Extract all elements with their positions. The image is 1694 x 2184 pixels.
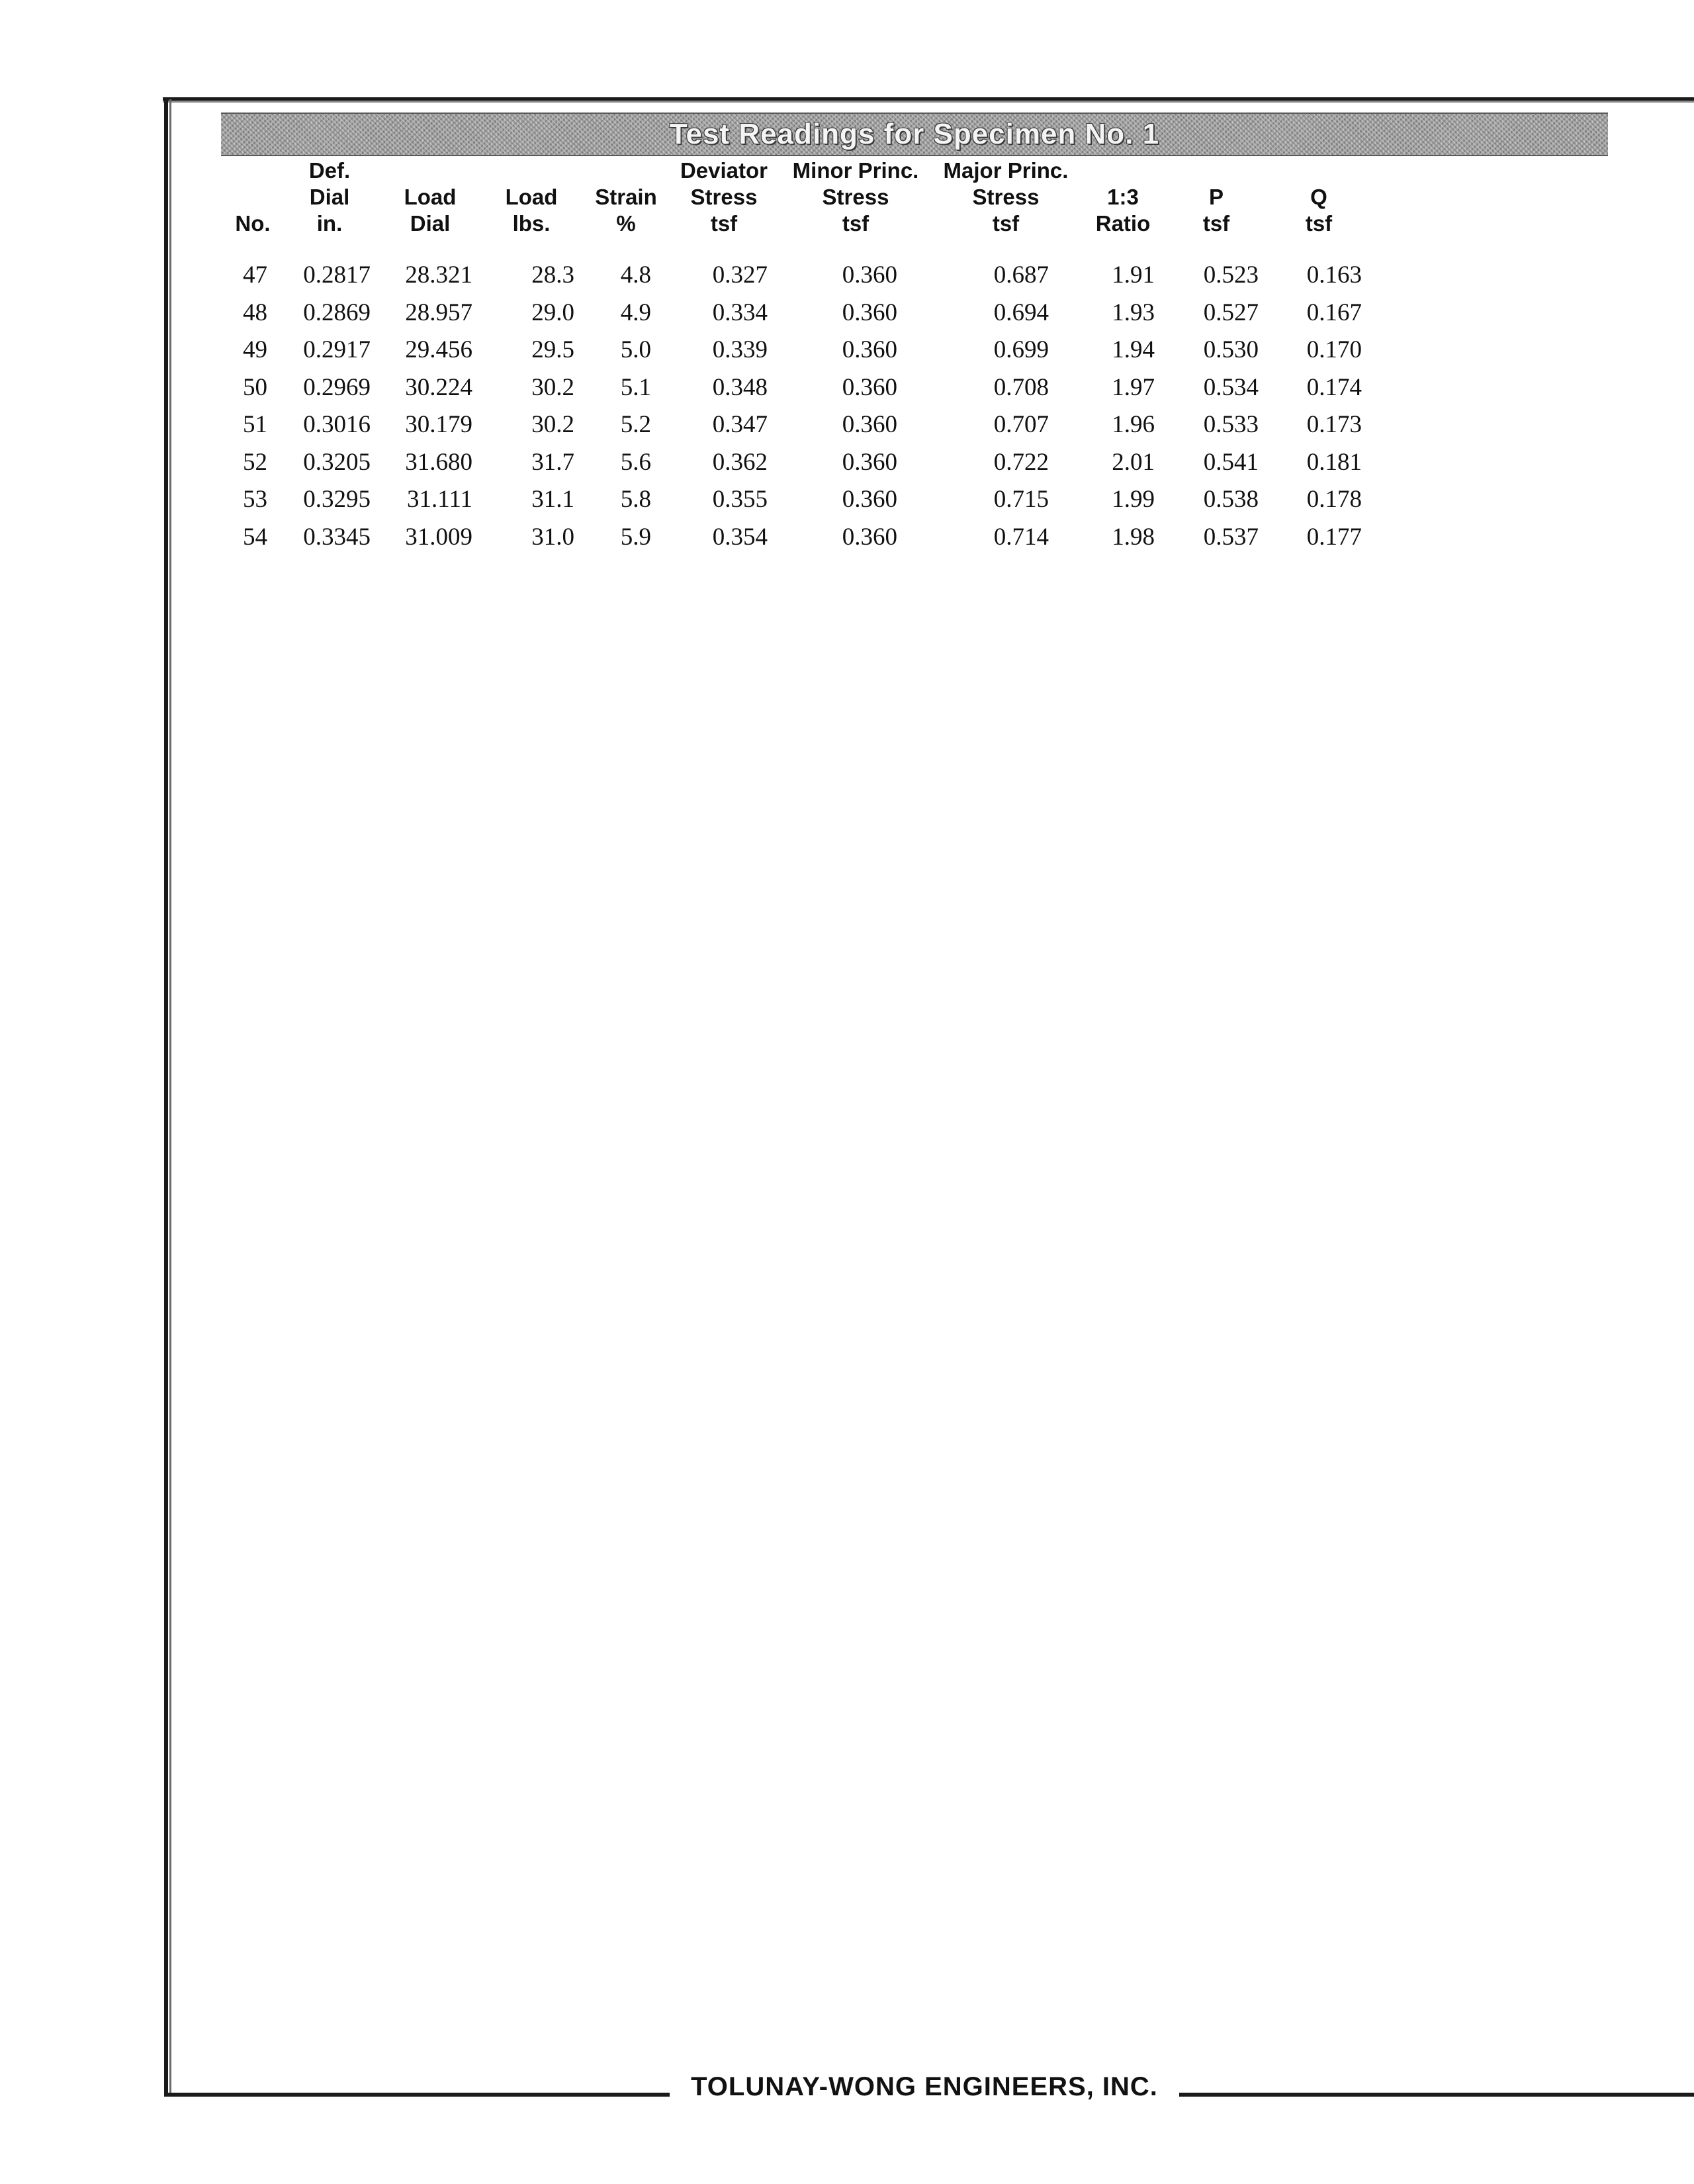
header-deviator-stress-line2: Stress — [690, 185, 758, 209]
cell-major-princ-stress: 0.708 — [993, 374, 1049, 401]
cell-strain: 5.6 — [620, 449, 651, 476]
cell-deviator-stress: 0.355 — [712, 486, 768, 513]
header-deviator-stress-line1: Deviator — [680, 158, 768, 183]
cell-load-lbs: 28.3 — [531, 261, 574, 289]
cell-load-dial: 31.009 — [405, 523, 472, 551]
header-deviator-stress-line3: tsf — [710, 211, 738, 236]
cell-load-lbs: 30.2 — [531, 411, 574, 438]
cell-q: 0.163 — [1306, 261, 1362, 289]
cell-major-princ-stress: 0.687 — [993, 261, 1049, 289]
cell-minor-princ-stress: 0.360 — [842, 449, 897, 476]
cell-strain: 5.9 — [620, 523, 651, 551]
cell-major-princ-stress: 0.714 — [993, 523, 1049, 551]
cell-q: 0.177 — [1306, 523, 1362, 551]
cell-load-dial: 29.456 — [405, 336, 472, 363]
header-load-lbs-line3: lbs. — [512, 211, 551, 236]
cell-no: 48 — [243, 299, 267, 326]
cell-major-princ-stress: 0.694 — [993, 299, 1049, 326]
cell-def-dial: 0.3016 — [303, 411, 371, 438]
cell-strain: 5.2 — [620, 411, 651, 438]
header-major-princ-stress-line3: tsf — [992, 211, 1020, 236]
cell-load-lbs: 31.1 — [531, 486, 574, 513]
frame-bottom-left-border — [164, 2093, 670, 2097]
cell-minor-princ-stress: 0.360 — [842, 299, 897, 326]
header-def-dial-line1: Def. — [308, 158, 351, 183]
cell-q: 0.174 — [1306, 374, 1362, 401]
cell-deviator-stress: 0.347 — [712, 411, 768, 438]
header-def-dial-line2: Dial — [309, 185, 350, 209]
cell-strain: 5.8 — [620, 486, 651, 513]
cell-major-princ-stress: 0.722 — [993, 449, 1049, 476]
header-p-line3: tsf — [1202, 211, 1230, 236]
cell-p: 0.523 — [1203, 261, 1259, 289]
cell-def-dial: 0.3345 — [303, 523, 371, 551]
cell-minor-princ-stress: 0.360 — [842, 411, 897, 438]
header-q-line3: tsf — [1305, 211, 1333, 236]
cell-load-dial: 30.224 — [405, 374, 472, 401]
cell-q: 0.178 — [1306, 486, 1362, 513]
title-banner — [221, 113, 1608, 156]
cell-def-dial: 0.3295 — [303, 486, 371, 513]
cell-ratio: 1.94 — [1112, 336, 1155, 363]
cell-deviator-stress: 0.339 — [712, 336, 768, 363]
cell-deviator-stress: 0.354 — [712, 523, 768, 551]
cell-q: 0.181 — [1306, 449, 1362, 476]
cell-load-lbs: 31.0 — [531, 523, 574, 551]
cell-ratio: 1.97 — [1112, 374, 1155, 401]
cell-def-dial: 0.2969 — [303, 374, 371, 401]
frame-top-shadow — [163, 101, 1694, 103]
cell-strain: 4.8 — [620, 261, 651, 289]
cell-major-princ-stress: 0.707 — [993, 411, 1049, 438]
header-major-princ-stress-line1: Major Princ. — [943, 158, 1069, 183]
cell-minor-princ-stress: 0.360 — [842, 523, 897, 551]
header-strain-line2: Strain — [595, 185, 657, 209]
cell-load-lbs: 31.7 — [531, 449, 574, 476]
cell-ratio: 2.01 — [1112, 449, 1155, 476]
cell-major-princ-stress: 0.715 — [993, 486, 1049, 513]
header-minor-princ-stress-line2: Stress — [822, 185, 889, 209]
header-minor-princ-stress-line3: tsf — [842, 211, 869, 236]
frame-bottom-right-border — [1179, 2093, 1694, 2097]
header-ratio-line2: 1:3 — [1107, 185, 1139, 209]
cell-minor-princ-stress: 0.360 — [842, 374, 897, 401]
cell-def-dial: 0.2817 — [303, 261, 371, 289]
header-strain-line3: % — [616, 211, 636, 236]
cell-p: 0.527 — [1203, 299, 1259, 326]
cell-ratio: 1.96 — [1112, 411, 1155, 438]
cell-p: 0.533 — [1203, 411, 1259, 438]
header-q-line2: Q — [1310, 185, 1327, 209]
cell-ratio: 1.91 — [1112, 261, 1155, 289]
cell-deviator-stress: 0.348 — [712, 374, 768, 401]
cell-deviator-stress: 0.327 — [712, 261, 768, 289]
cell-strain: 4.9 — [620, 299, 651, 326]
header-load-dial-line2: Load — [404, 185, 457, 209]
header-ratio-line3: Ratio — [1095, 211, 1151, 236]
cell-p: 0.537 — [1203, 523, 1259, 551]
cell-load-dial: 28.957 — [405, 299, 472, 326]
cell-def-dial: 0.3205 — [303, 449, 371, 476]
cell-no: 54 — [243, 523, 267, 551]
cell-p: 0.530 — [1203, 336, 1259, 363]
cell-load-lbs: 29.0 — [531, 299, 574, 326]
cell-load-dial: 31.680 — [405, 449, 472, 476]
cell-ratio: 1.98 — [1112, 523, 1155, 551]
header-def-dial-line3: in. — [316, 211, 343, 236]
cell-ratio: 1.93 — [1112, 299, 1155, 326]
cell-load-dial: 30.179 — [405, 411, 472, 438]
company-footer: TOLUNAY-WONG ENGINEERS, INC. — [691, 2072, 1158, 2101]
cell-strain: 5.0 — [620, 336, 651, 363]
header-p-line2: P — [1208, 185, 1224, 209]
cell-p: 0.541 — [1203, 449, 1259, 476]
cell-no: 47 — [243, 261, 267, 289]
cell-no: 49 — [243, 336, 267, 363]
cell-minor-princ-stress: 0.360 — [842, 261, 897, 289]
cell-p: 0.534 — [1203, 374, 1259, 401]
header-load-lbs-line2: Load — [505, 185, 558, 209]
header-no-line3: No. — [235, 211, 271, 236]
header-load-dial-line3: Dial — [410, 211, 451, 236]
cell-ratio: 1.99 — [1112, 486, 1155, 513]
header-minor-princ-stress-line1: Minor Princ. — [792, 158, 919, 183]
cell-q: 0.170 — [1306, 336, 1362, 363]
cell-load-lbs: 30.2 — [531, 374, 574, 401]
cell-load-dial: 31.111 — [406, 486, 472, 513]
cell-no: 50 — [243, 374, 267, 401]
cell-load-lbs: 29.5 — [531, 336, 574, 363]
cell-def-dial: 0.2917 — [303, 336, 371, 363]
cell-load-dial: 28.321 — [405, 261, 472, 289]
cell-strain: 5.1 — [620, 374, 651, 401]
cell-p: 0.538 — [1203, 486, 1259, 513]
cell-deviator-stress: 0.362 — [712, 449, 768, 476]
cell-q: 0.173 — [1306, 411, 1362, 438]
cell-minor-princ-stress: 0.360 — [842, 486, 897, 513]
cell-q: 0.167 — [1306, 299, 1362, 326]
cell-def-dial: 0.2869 — [303, 299, 371, 326]
banner-title: Test Readings for Specimen No. 1 — [669, 118, 1160, 150]
header-major-princ-stress-line2: Stress — [972, 185, 1040, 209]
cell-minor-princ-stress: 0.360 — [842, 336, 897, 363]
cell-deviator-stress: 0.334 — [712, 299, 768, 326]
cell-no: 52 — [243, 449, 267, 476]
cell-major-princ-stress: 0.699 — [993, 336, 1049, 363]
cell-no: 53 — [243, 486, 267, 513]
cell-no: 51 — [243, 411, 267, 438]
